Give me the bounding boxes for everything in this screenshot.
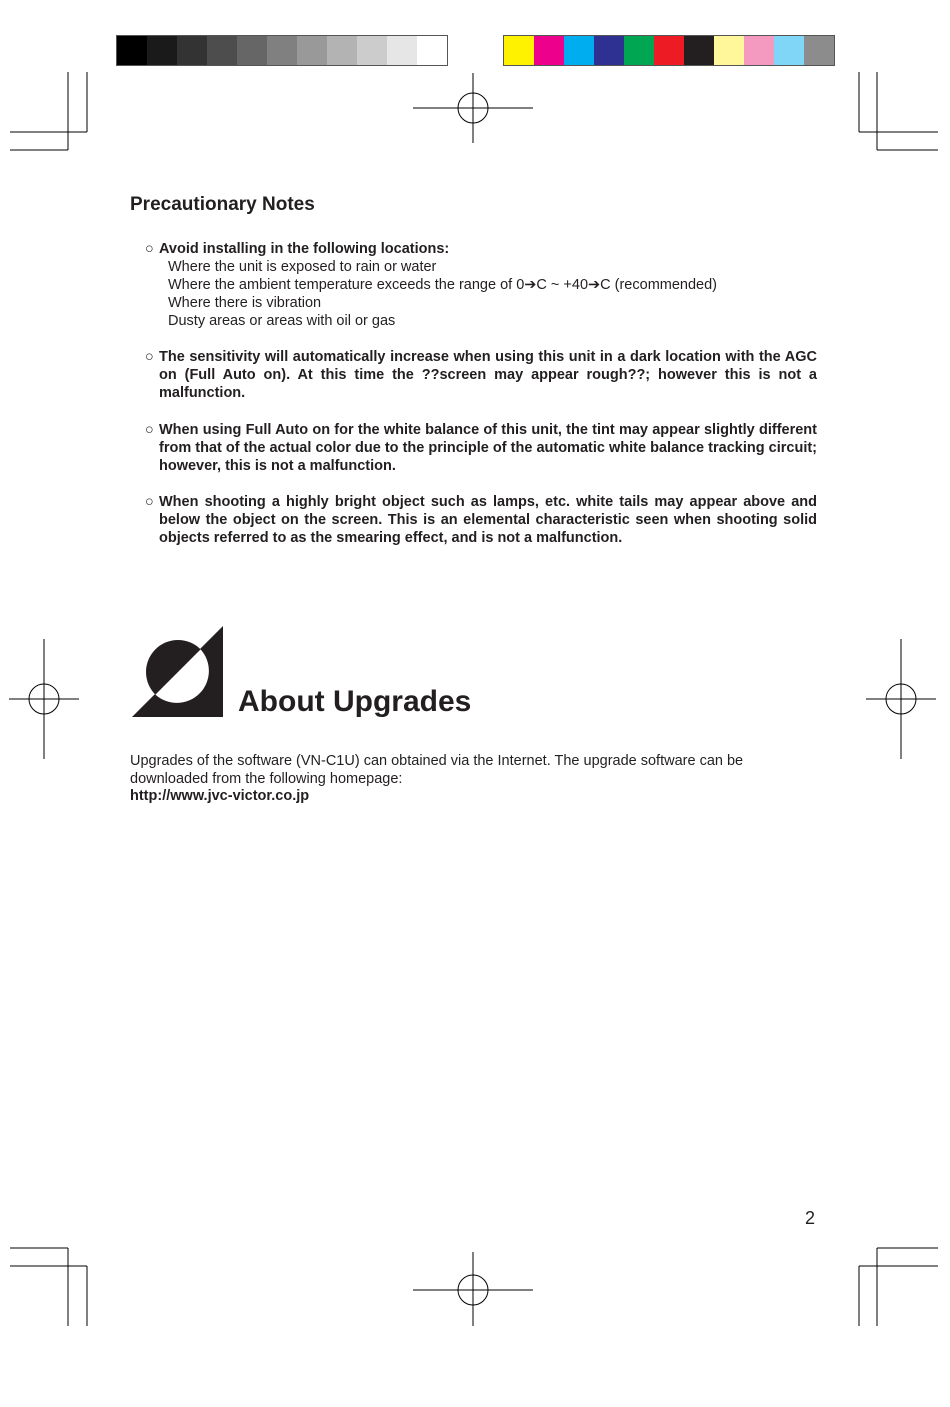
precaution-item-locations bbox=[145, 240, 817, 258]
precaution-item-sensitivity bbox=[145, 348, 817, 402]
bullet-circle-icon: ○ bbox=[145, 422, 154, 438]
section-heading-about-upgrades: About Upgrades bbox=[238, 685, 472, 718]
precaution-text: Avoid installing in the following locations: bbox=[159, 241, 450, 257]
precaution-text: The sensitivity will automatically increase when using this unit in a dark location with the AGC on (Full Auto on). At this time the ??screen may appear rough??; however this is not a malfunction. bbox=[159, 349, 817, 401]
location-sub-item: Where the unit is exposed to rain or water bbox=[168, 259, 437, 275]
bullet-circle-icon: ○ bbox=[145, 241, 154, 257]
bullet-circle-icon: ○ bbox=[145, 349, 154, 365]
location-sub-item: Where the ambient temperature exceeds the range of 0➔C ~ +40➔C (recommended) bbox=[168, 277, 717, 293]
homepage-link[interactable]: http://www.jvc-victor.co.jp bbox=[130, 788, 310, 804]
precaution-text: When shooting a highly bright object such as lamps, etc. white tails may appear above and below the object on the screen. This is an elemental characteristic seen when shooting solid objects referred to as the smearing effect, and is not a malfunction. bbox=[159, 494, 817, 546]
precaution-text: When using Full Auto on for the white balance of this unit, the tint may appear slightly different from that of the actual color due to the principle of the automatic white balance tracking circuit; however, this is not a malfunction. bbox=[159, 422, 817, 474]
location-sub-item: Dusty areas or areas with oil or gas bbox=[168, 313, 396, 329]
location-sub-item: Where there is vibration bbox=[168, 295, 322, 311]
upgrade-description: Upgrades of the software (VN-C1U) can obtained via the Internet. The upgrade software can be downloaded from the following homepage: bbox=[130, 753, 744, 787]
bullet-circle-icon: ○ bbox=[145, 494, 154, 510]
precaution-item-smearing bbox=[145, 493, 817, 547]
section-heading-precautionary-notes: Precautionary Notes bbox=[130, 194, 315, 215]
section-logo-icon bbox=[132, 626, 224, 718]
precaution-item-white-balance bbox=[145, 421, 817, 475]
page-number: 2 bbox=[805, 1208, 816, 1228]
